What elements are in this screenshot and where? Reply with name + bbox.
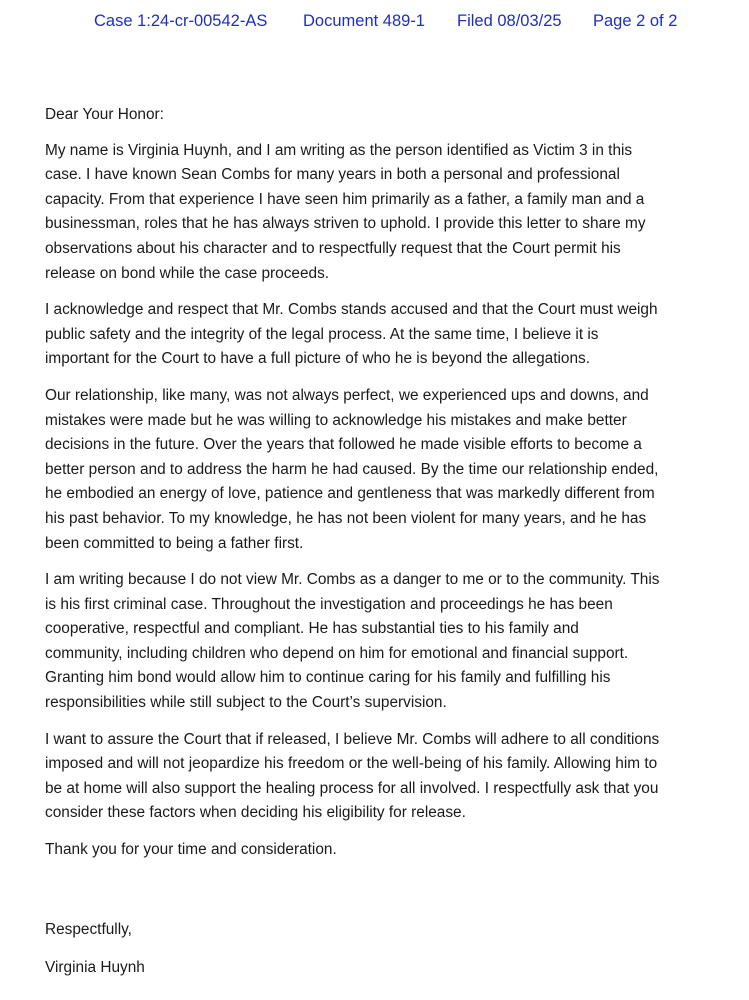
document-number: Document 489-1 (303, 12, 425, 30)
filed-date: Filed 08/03/25 (457, 12, 562, 30)
paragraph-thanks: Thank you for your time and consideration. (45, 841, 337, 859)
signature-name: Virginia Huynh (45, 959, 145, 976)
paragraph-not-a-danger: I am writing because I do not view Mr. Combs as a danger to me or to the community. This is his first criminal case. Throughout the investigation and proceedings he has been cooperative, respectful and compliant. He has substantial ties to his family and community, including children who depend on him for emotional and financial support. Granting him bond would allow him to continue caring for his family and fulfilling his responsibilities while still subject to the Court’s supervision. (45, 571, 660, 712)
paragraph-introduction: My name is Virginia Huynh, and I am writing as the person identified as Victim 3 in this case. I have known Sean Combs for many years in both a personal and professional capacity. From that experience I have seen him primarily as a father, a family man and a businessman, roles that he has always striven to uphold. I provide this letter to share my observations about his character and to respectfully request that the Court permit his release on bond while the case proceeds. (45, 141, 646, 282)
paragraph-relationship: Our relationship, like many, was not always perfect, we experienced ups and downs, and mistakes were made but he was willing to acknowledge his mistakes and make better decisions in the future. Over the years that followed he made visible efforts to become a better person and to address the harm he had caused. By the time our relationship ended, he embodied an energy of love, patience and gentleness that was markedly different from his past behavior. To my knowledge, he has not been violent for many years, and he has been committed to being a father first. (45, 386, 659, 552)
case-number: Case 1:24-cr-00542-AS (94, 12, 268, 30)
paragraph-acknowledgement: I acknowledge and respect that Mr. Combs stands accused and that the Court must weigh public safety and the integrity of the legal process. At the same time, I believe it is important for the Court to have a full picture of who he is beyond the allegations. (45, 301, 658, 368)
filing-header (94, 12, 677, 31)
closing: Respectfully, (45, 921, 132, 938)
paragraph-assurance: I want to assure the Court that if released, I believe Mr. Combs will adhere to all conditions imposed and will not jeopardize his freedom or the well-being of his family. Allowing him to be at home will also support the healing process for all involved. I respectfully ask that you consider these factors when deciding his eligibility for release. (45, 730, 660, 822)
letter-body (45, 103, 735, 875)
salutation: Dear Your Honor: (45, 106, 164, 123)
page-indicator: Page 2 of 2 (593, 12, 678, 30)
